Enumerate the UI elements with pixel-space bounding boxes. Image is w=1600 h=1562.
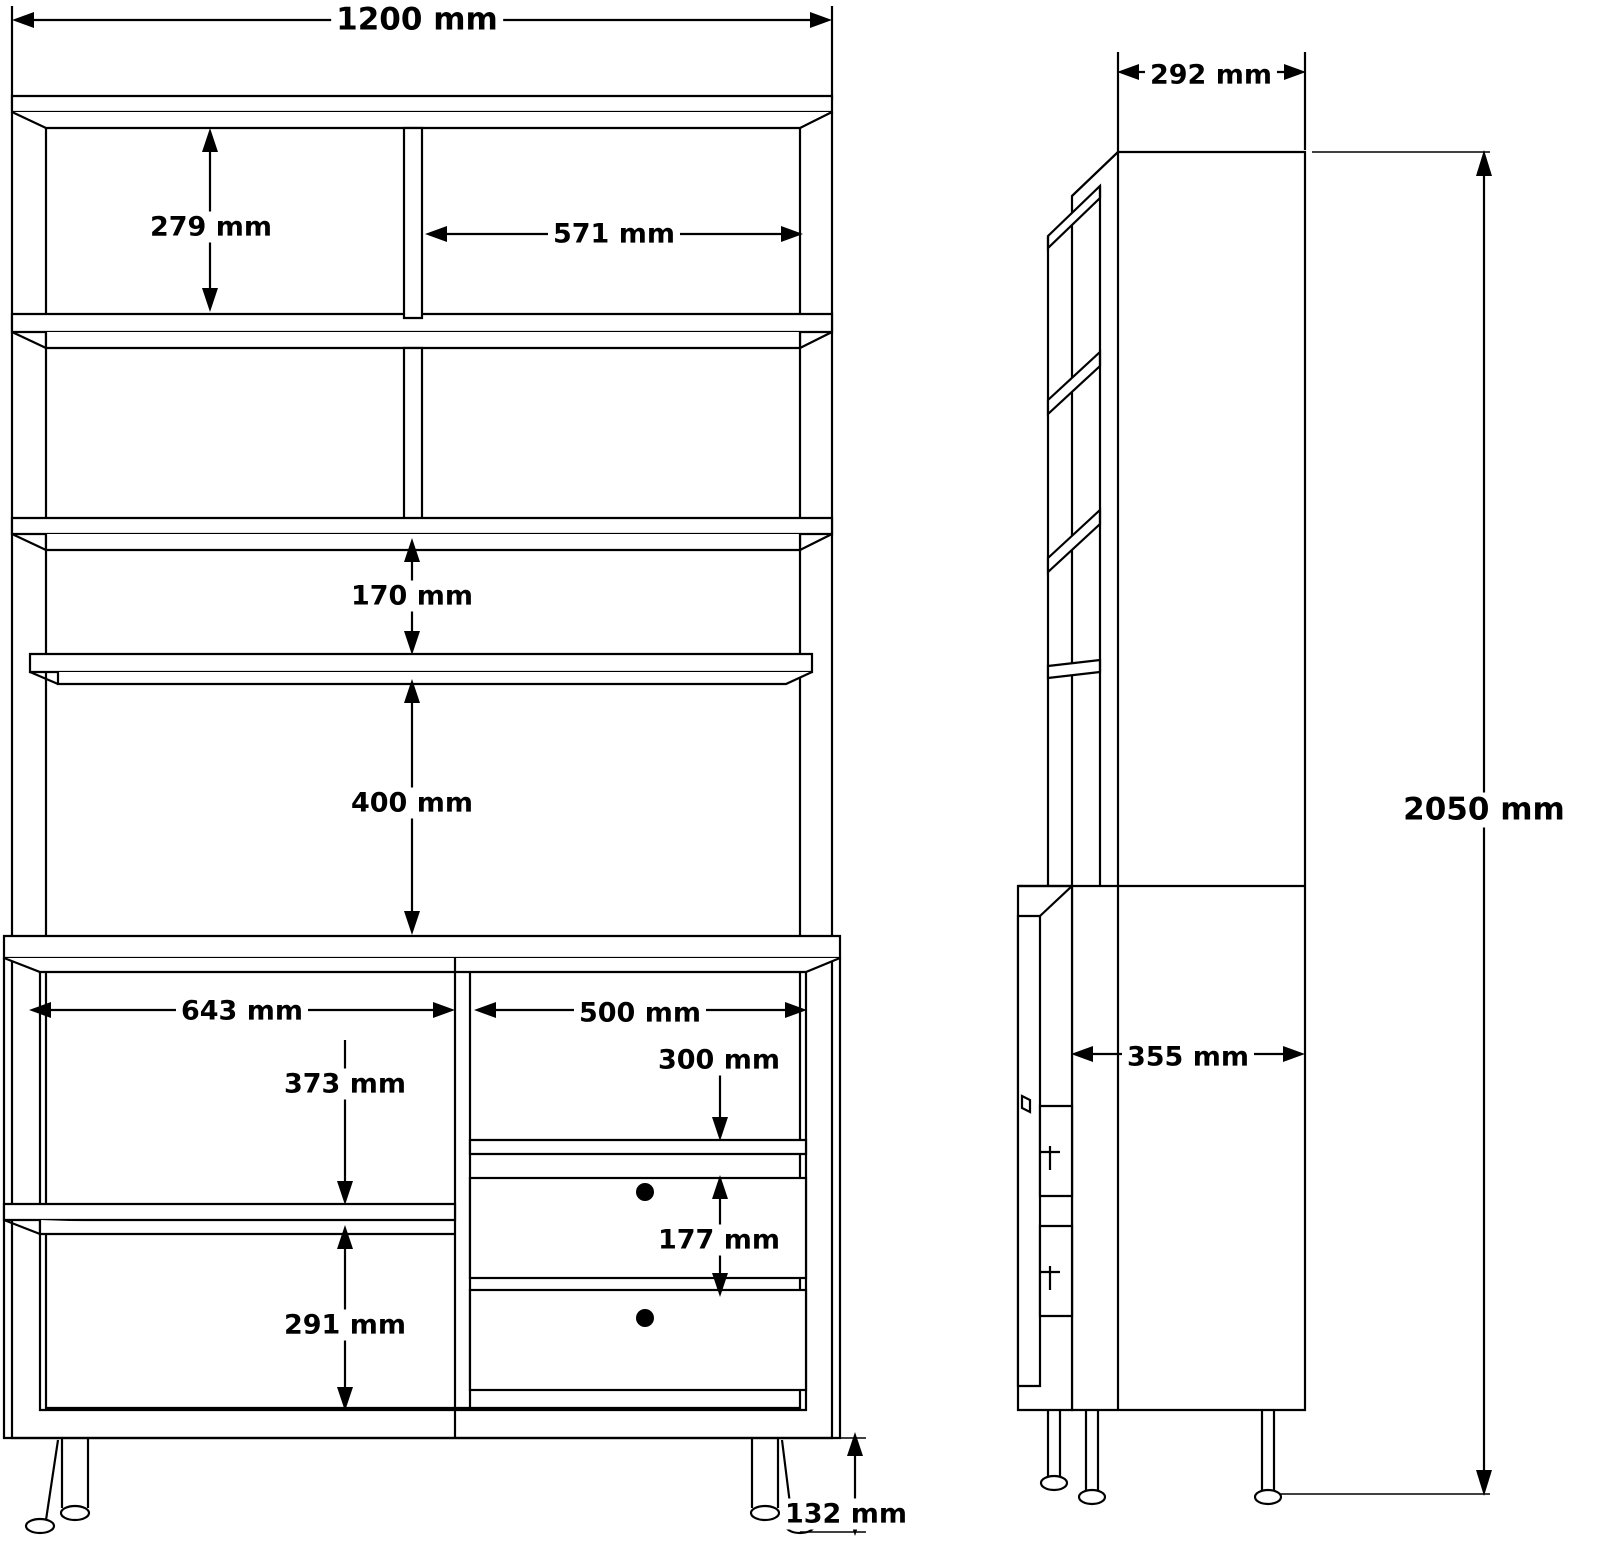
dim-label-middle-shelf-height: 170 mm [346,581,478,612]
dim-label-upper-depth: 292 mm [1145,60,1277,91]
dim-label-cabinet-right-upper-height: 300 mm [653,1045,785,1076]
dim-label-cabinet-right-width: 500 mm [574,998,706,1029]
dim-label-cabinet-depth: 355 mm [1122,1042,1254,1073]
dim-label-leg-height: 132 mm [780,1499,912,1530]
dim-label-overall-height: 2050 mm [1398,793,1570,828]
dim-label-overall-width: 1200 mm [331,3,503,38]
dim-label-cabinet-left-upper-height: 373 mm [279,1069,411,1100]
drawer-knob-lower [636,1309,654,1327]
drawer-knob-upper [636,1183,654,1201]
side-elevation-geometry [1018,52,1492,1504]
dim-label-lower-open-shelf-height: 400 mm [346,788,478,819]
dim-label-cabinet-left-width: 643 mm [176,996,308,1027]
dim-label-right-bay-width: 571 mm [548,219,680,250]
dim-label-top-shelf-height: 279 mm [145,212,277,243]
dim-label-cabinet-left-lower-height: 291 mm [279,1310,411,1341]
dim-label-drawer-height: 177 mm [653,1225,785,1256]
